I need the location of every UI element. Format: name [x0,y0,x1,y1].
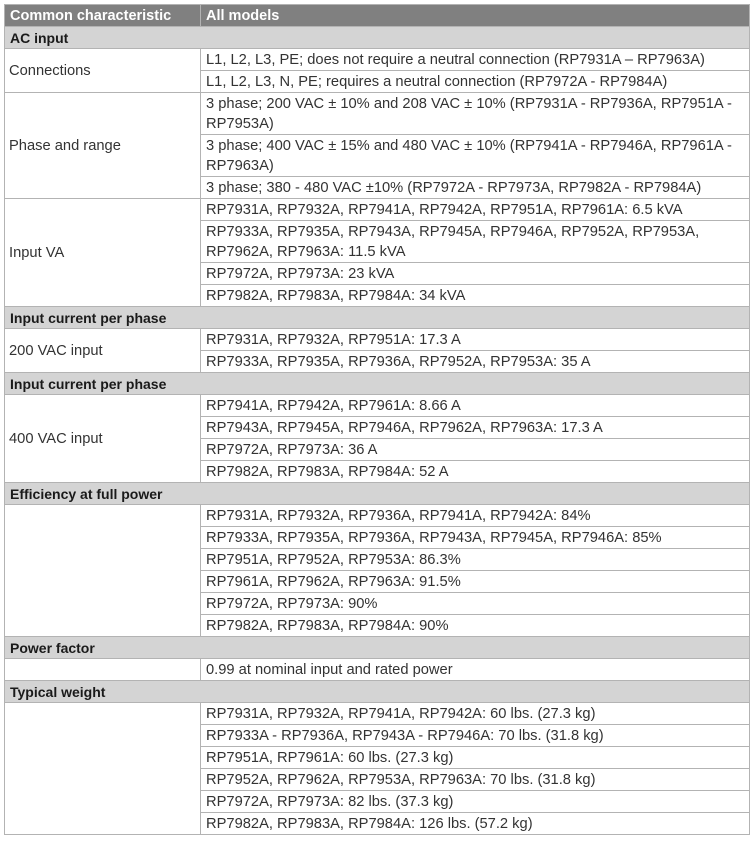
section-row [5,681,750,703]
cell-value: RP7933A, RP7935A, RP7936A, RP7952A, RP7953A: 35 A [201,351,750,373]
cell-value: RP7941A, RP7942A, RP7961A: 8.66 A [201,395,750,417]
cell-value: 0.99 at nominal input and rated power [201,659,750,681]
cell-value: L1, L2, L3, PE; does not require a neutral connection (RP7931A – RP7963A) [201,49,750,71]
section-row [5,483,750,505]
cell-value: RP7951A, RP7952A, RP7953A: 86.3% [201,549,750,571]
cell-value: 3 phase; 400 VAC ± 15% and 480 VAC ± 10% (RP7941A - RP7946A, RP7961A - RP7963A) [201,135,750,177]
cell-value: RP7933A, RP7935A, RP7943A, RP7945A, RP7946A, RP7952A, RP7953A, RP7962A, RP7963A: 11.5 kVA [201,221,750,263]
section-row [5,27,750,49]
cell-value: RP7931A, RP7932A, RP7936A, RP7941A, RP7942A: 84% [201,505,750,527]
label-400-vac-input: 400 VAC input [5,395,201,483]
section-ac-input: AC input [5,27,750,49]
cell-value: RP7982A, RP7983A, RP7984A: 34 kVA [201,285,750,307]
table-row [5,395,750,417]
section-row [5,307,750,329]
cell-value: 3 phase; 200 VAC ± 10% and 208 VAC ± 10% (RP7931A - RP7936A, RP7951A - RP7953A) [201,93,750,135]
label-200-vac-input: 200 VAC input [5,329,201,373]
table-row [5,703,750,725]
cell-value: RP7931A, RP7932A, RP7951A: 17.3 A [201,329,750,351]
label-empty [5,703,201,835]
cell-value: RP7961A, RP7962A, RP7963A: 91.5% [201,571,750,593]
cell-value: RP7972A, RP7973A: 23 kVA [201,263,750,285]
cell-value: RP7982A, RP7983A, RP7984A: 90% [201,615,750,637]
table-row [5,199,750,221]
cell-value: L1, L2, L3, N, PE; requires a neutral connection (RP7972A - RP7984A) [201,71,750,93]
cell-value: RP7933A - RP7936A, RP7943A - RP7946A: 70 lbs. (31.8 kg) [201,725,750,747]
cell-value: RP7972A, RP7973A: 90% [201,593,750,615]
label-empty [5,659,201,681]
cell-value: RP7982A, RP7983A, RP7984A: 126 lbs. (57.2 kg) [201,813,750,835]
table-row [5,329,750,351]
label-input-va: Input VA [5,199,201,307]
header-all-models: All models [201,5,750,27]
header-common-characteristic: Common characteristic [5,5,201,27]
cell-value: RP7952A, RP7962A, RP7953A, RP7963A: 70 lbs. (31.8 kg) [201,769,750,791]
specifications-table [4,4,750,835]
section-efficiency-at-full-power: Efficiency at full power [5,483,750,505]
section-row [5,373,750,395]
cell-value: RP7931A, RP7932A, RP7941A, RP7942A: 60 lbs. (27.3 kg) [201,703,750,725]
section-power-factor: Power factor [5,637,750,659]
cell-value: 3 phase; 380 - 480 VAC ±10% (RP7972A - RP7973A, RP7982A - RP7984A) [201,177,750,199]
table-row [5,659,750,681]
label-phase-and-range: Phase and range [5,93,201,199]
cell-value: RP7931A, RP7932A, RP7941A, RP7942A, RP7951A, RP7961A: 6.5 kVA [201,199,750,221]
cell-value: RP7972A, RP7973A: 36 A [201,439,750,461]
section-input-current-per-phase: Input current per phase [5,373,750,395]
section-typical-weight: Typical weight [5,681,750,703]
table-row [5,49,750,71]
section-input-current-per-phase: Input current per phase [5,307,750,329]
section-row [5,637,750,659]
table-header-row [5,5,750,27]
label-connections: Connections [5,49,201,93]
cell-value: RP7972A, RP7973A: 82 lbs. (37.3 kg) [201,791,750,813]
table-row [5,93,750,135]
table-row [5,505,750,527]
label-empty [5,505,201,637]
cell-value: RP7982A, RP7983A, RP7984A: 52 A [201,461,750,483]
cell-value: RP7933A, RP7935A, RP7936A, RP7943A, RP7945A, RP7946A: 85% [201,527,750,549]
cell-value: RP7951A, RP7961A: 60 lbs. (27.3 kg) [201,747,750,769]
cell-value: RP7943A, RP7945A, RP7946A, RP7962A, RP7963A: 17.3 A [201,417,750,439]
